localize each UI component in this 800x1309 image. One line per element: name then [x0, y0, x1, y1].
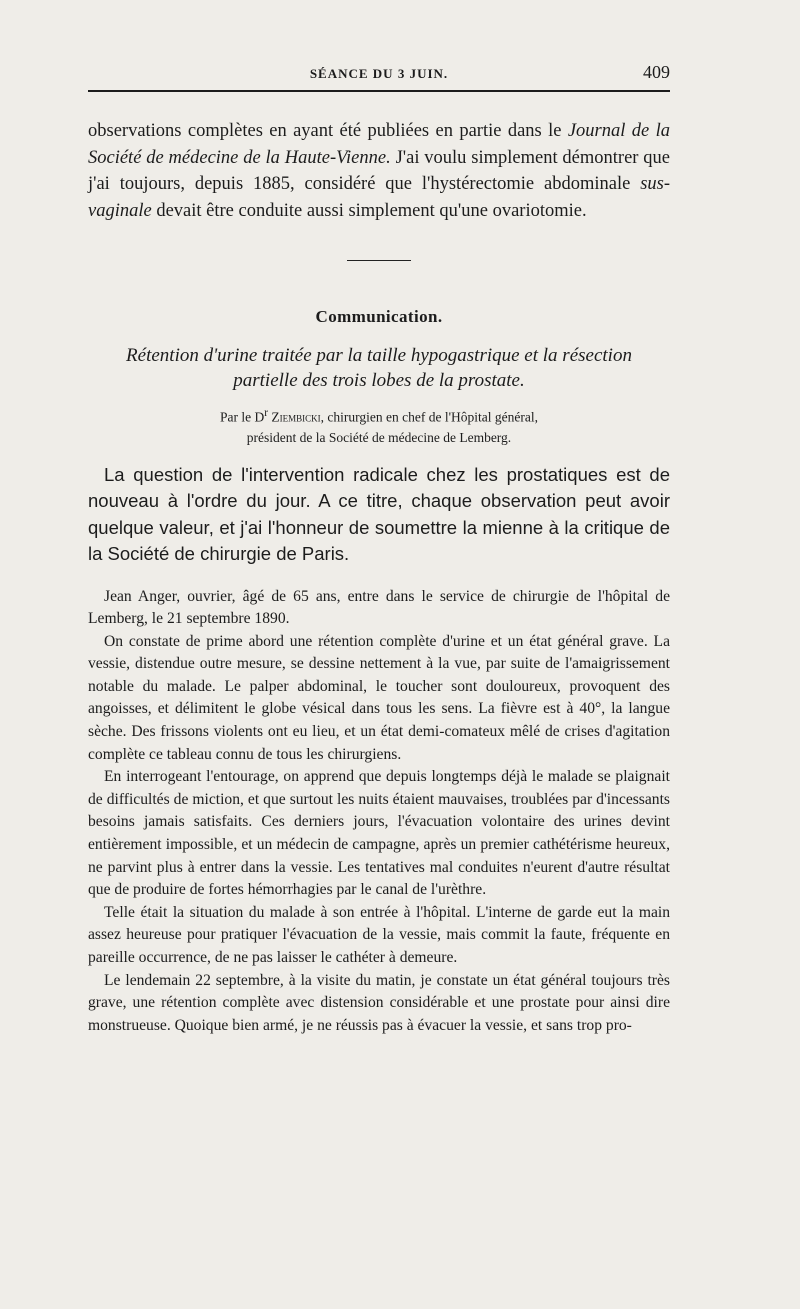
page [88, 58, 670, 1037]
author-name: Ziembicki [271, 409, 321, 425]
body-paragraph-3: En interrogeant l'entourage, on apprend que depuis longtemps déjà le malade se plaignait de difficultés de miction, et que surtout les nuits étaient mauvaises, troublées par d'incessants besoins jamais satisfaits. Ces derniers jours, l'évacuation volontaire des urines devint entièrement impossible, et un médecin de campagne, après un premier cathétérisme heureux, ne parvint plus à entrer dans la vessie. Les tentatives mal conduites n'eurent d'autre résultat que de produire de fortes hémorrhagies par le canal de l'urèthre. [88, 768, 670, 899]
intro-text-5: devait être conduite aussi simplement qu'une ovariotomie. [151, 200, 587, 221]
header-rule [88, 90, 670, 92]
byline-line-1 [88, 403, 670, 428]
page-number: 409 [643, 62, 670, 82]
byline-line-2: président de la Société de médecine de Lemberg. [246, 429, 512, 445]
section-heading: Communication. [315, 307, 443, 326]
article-title-line-1: Rétention d'urine traitée par la taille hypogastrique et la résection [126, 345, 632, 366]
article-title [88, 343, 670, 393]
intro-text-3: J'ai voulu simplement démontrer que j'ai toujours, depuis 1885, considéré que l'hystérectomie abdominale [88, 147, 670, 194]
body-paragraph-2: On constate de prime abord une rétention complète d'urine et un état général grave. La vessie, distendue outre mesure, se dessine nettement à la vue, par suite de l'amaigrissement notable du malade. Le palper abdominal, le toucher sont douloureux, provoquent des angoisses, et délimitent le globe vésical dans tous les sens. La fièvre est à 40°, la langue sèche. Des frissons violents ont eu lieu, et un état demi-comateux mêlé de crises d'agitation complète ce tableau connu de tous les chirurgiens. [88, 632, 670, 763]
journal-title: Journal de la Société de médecine de la Haute-Vienne. [88, 121, 670, 168]
body-paragraph-5: Le lendemain 22 septembre, à la visite du matin, je constate un état général toujours très grave, une rétention complète avec distension considérable et une prostate pour ainsi dire monstrueuse. Quoique bien armé, je ne réussis pas à évacuer la vessie, et sans trop pro- [88, 971, 670, 1034]
lead-paragraph: La question de l'intervention radicale chez les prostatiques est de nouveau à l'ordre du jour. A ce titre, chaque observation peut avoir quelque valeur, et j'ai l'honneur de soumettre la mienne à la critique de la Société de chirurgie de Paris. [88, 463, 670, 564]
byline [88, 403, 670, 448]
byline-superscript: r [264, 407, 268, 419]
emphasis-term: sus-vaginale [88, 174, 670, 221]
running-head: SÉANCE DU 3 JUIN. [309, 66, 449, 81]
section-divider [347, 260, 411, 261]
body-paragraph-4: Telle était la situation du malade à son entrée à l'hôpital. L'interne de garde eut la main assez heureuse pour pratiquer l'évacuation de la vessie, mais commit la faute, fréquente en pareille occurrence, de ne pas laisser le cathéter à demeure. [88, 903, 670, 966]
author-affiliation: , chirurgien en chef de l'Hôpital général, [320, 409, 538, 425]
byline-prefix: Par le D [220, 409, 265, 425]
article-title-line-2: partielle des trois lobes de la prostate. [233, 370, 525, 391]
intro-text-1: observations complètes en ayant été publiées en partie dans le [88, 121, 568, 141]
intro-paragraph [88, 118, 670, 224]
body-paragraph-1: Jean Anger, ouvrier, âgé de 65 ans, entre dans le service de chirurgie de l'hôpital de Lemberg, le 21 septembre 1890. [88, 587, 670, 628]
page-header [88, 58, 670, 88]
